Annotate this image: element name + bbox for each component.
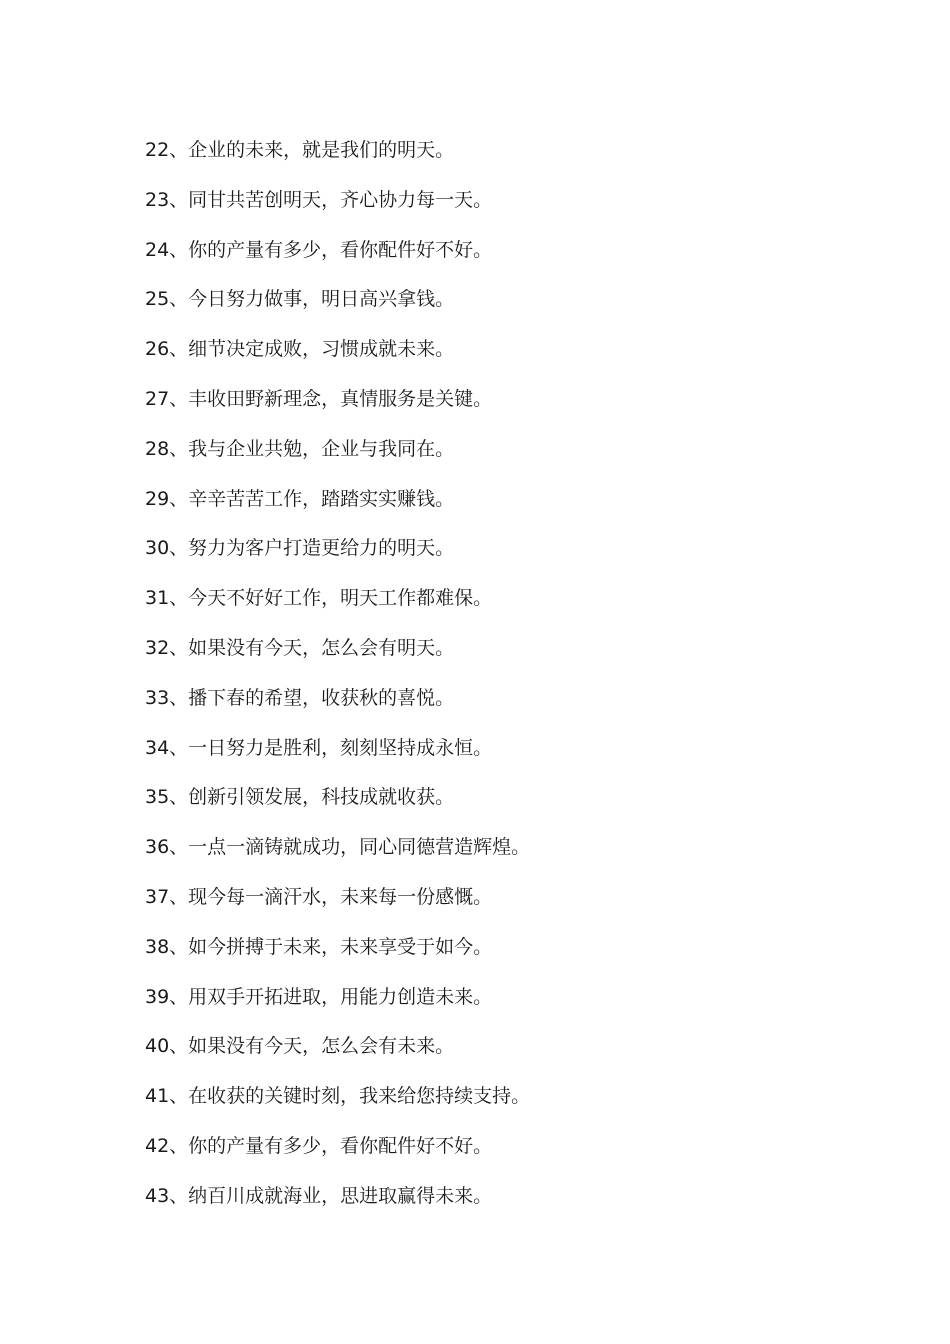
slogan-line: 24、你的产量有多少，看你配件好不好。 (145, 238, 493, 261)
slogan-line: 27、丰收田野新理念，真情服务是关键。 (145, 387, 493, 410)
slogan-line: 30、努力为客户打造更给力的明天。 (145, 537, 455, 560)
slogan-line: 41、在收获的关键时刻，我来给您持续支持。 (145, 1085, 531, 1108)
slogan-line: 40、如果没有今天，怎么会有未来。 (145, 1035, 455, 1058)
slogan-line: 43、纳百川成就海业，思进取赢得未来。 (145, 1184, 493, 1207)
slogan-line: 23、同甘共苦创明天，齐心协力每一天。 (145, 188, 493, 211)
slogan-line: 25、今日努力做事，明日高兴拿钱。 (145, 288, 455, 311)
slogan-line: 37、现今每一滴汗水，未来每一份感慨。 (145, 885, 493, 908)
slogan-line: 33、播下春的希望，收获秋的喜悦。 (145, 686, 455, 709)
slogan-line: 34、一日努力是胜利，刻刻坚持成永恒。 (145, 736, 493, 759)
slogan-line: 35、创新引领发展，科技成就收获。 (145, 786, 455, 809)
slogan-line: 36、一点一滴铸就成功，同心同德营造辉煌。 (145, 836, 531, 859)
slogan-line: 32、如果没有今天，怎么会有明天。 (145, 636, 455, 659)
slogan-line: 31、今天不好好工作，明天工作都难保。 (145, 587, 493, 610)
slogan-line: 42、你的产量有多少，看你配件好不好。 (145, 1134, 493, 1157)
slogan-line: 22、企业的未来，就是我们的明天。 (145, 139, 455, 161)
slogan-line: 29、辛辛苦苦工作，踏踏实实赚钱。 (145, 487, 455, 510)
slogan-line: 28、我与企业共勉，企业与我同在。 (145, 437, 455, 460)
slogan-line: 26、细节决定成败，习惯成就未来。 (145, 338, 455, 361)
slogan-line: 39、用双手开拓进取，用能力创造未来。 (145, 985, 493, 1008)
slogan-line: 38、如今拼搏于未来，未来享受于如今。 (145, 935, 493, 958)
slogan-list (145, 135, 530, 1231)
